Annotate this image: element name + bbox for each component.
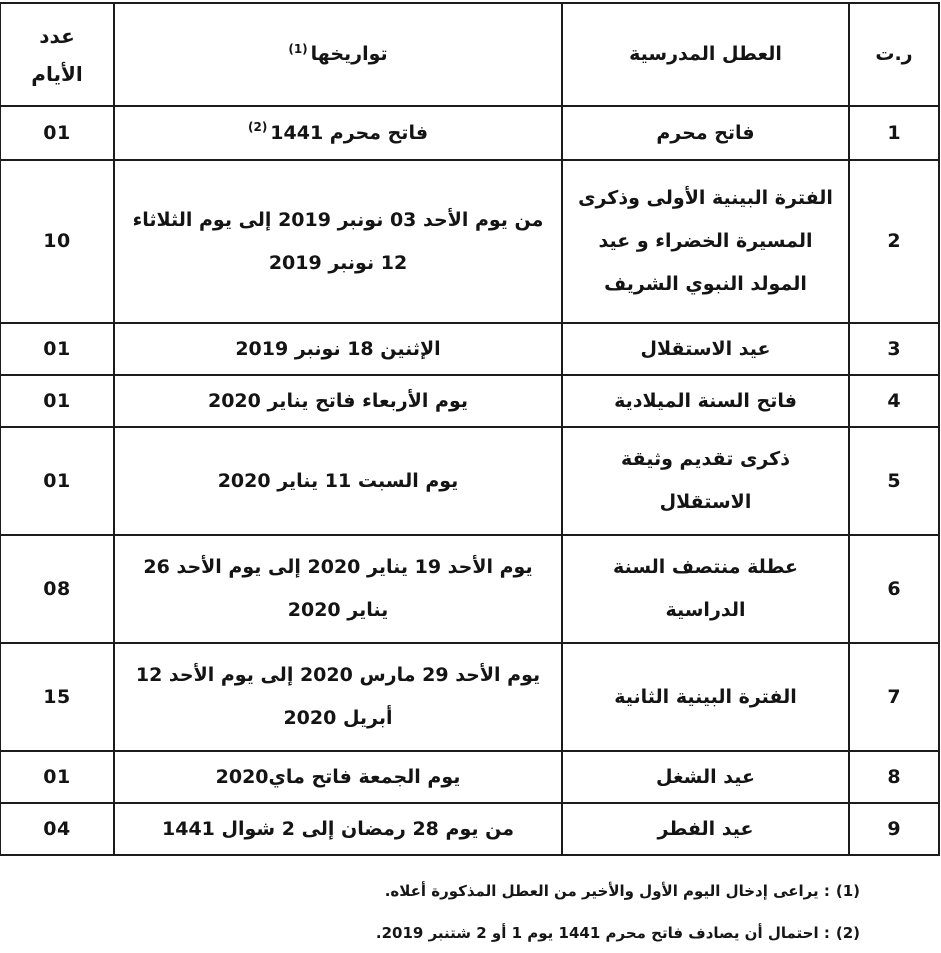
cell-holiday: عيد الشغل bbox=[562, 751, 849, 803]
cell-holiday: الفترة البينية الأولى وذكرى المسيرة الخضراء و عيد المولد النبوي الشريف bbox=[562, 160, 849, 323]
cell-index: 6 bbox=[849, 535, 939, 643]
cell-index: 1 bbox=[849, 106, 939, 160]
table-row bbox=[0, 427, 939, 535]
column-header-holiday: العطل المدرسية bbox=[562, 3, 849, 106]
cell-days: 01 bbox=[0, 375, 114, 427]
cell-index: 3 bbox=[849, 323, 939, 375]
cell-index: 8 bbox=[849, 751, 939, 803]
footnote-marker: (2) bbox=[835, 924, 860, 942]
table-row bbox=[0, 106, 939, 160]
cell-days: 01 bbox=[0, 323, 114, 375]
holidays-table bbox=[0, 2, 940, 856]
cell-dates bbox=[114, 106, 562, 160]
column-header-days bbox=[0, 3, 114, 106]
cell-index: 5 bbox=[849, 427, 939, 535]
table-row bbox=[0, 160, 939, 323]
table-row bbox=[0, 323, 939, 375]
footnote bbox=[1, 882, 940, 900]
cell-dates: يوم الأحد 29 مارس 2020 إلى يوم الأحد 12 أبريل 2020 bbox=[114, 643, 562, 751]
cell-days: 01 bbox=[0, 106, 114, 160]
table-row bbox=[0, 643, 939, 751]
column-header-dates bbox=[114, 3, 562, 106]
column-header-index: ر.ت bbox=[849, 3, 939, 106]
cell-dates: يوم الأربعاء فاتح يناير 2020 bbox=[114, 375, 562, 427]
cell-days: 08 bbox=[0, 535, 114, 643]
cell-dates: يوم السبت 11 يناير 2020 bbox=[114, 427, 562, 535]
cell-holiday: فاتح محرم bbox=[562, 106, 849, 160]
table-row bbox=[0, 375, 939, 427]
cell-index: 2 bbox=[849, 160, 939, 323]
footnotes-section bbox=[1, 882, 940, 942]
table-row bbox=[0, 803, 939, 855]
cell-dates: الإثنين 18 نونبر 2019 bbox=[114, 323, 562, 375]
cell-days: 15 bbox=[0, 643, 114, 751]
cell-index: 4 bbox=[849, 375, 939, 427]
footnote-ref-2: (2) bbox=[247, 120, 268, 135]
footnote-marker: (1) bbox=[835, 882, 860, 900]
cell-holiday: عطلة منتصف السنة الدراسية bbox=[562, 535, 849, 643]
cell-dates: من يوم الأحد 03 نونبر 2019 إلى يوم الثلاثاء 12 نونبر 2019 bbox=[114, 160, 562, 323]
cell-holiday: عيد الاستقلال bbox=[562, 323, 849, 375]
cell-dates: من يوم 28 رمضان إلى 2 شوال 1441 bbox=[114, 803, 562, 855]
cell-dates: يوم الأحد 19 يناير 2020 إلى يوم الأحد 26 يناير 2020 bbox=[114, 535, 562, 643]
cell-holiday: الفترة البينية الثانية bbox=[562, 643, 849, 751]
cell-holiday: فاتح السنة الميلادية bbox=[562, 375, 849, 427]
cell-index: 7 bbox=[849, 643, 939, 751]
cell-index: 9 bbox=[849, 803, 939, 855]
footnote-text: : احتمال أن يصادف فاتح محرم 1441 يوم 1 أو 2 شتنبر 2019. bbox=[375, 924, 830, 942]
cell-dates-text: فاتح محرم 1441 bbox=[270, 121, 429, 144]
column-header-days-line2: الأيام bbox=[31, 61, 83, 86]
footnote-text: : يراعى إدخال اليوم الأول والأخير من العطل المذكورة أعلاه. bbox=[384, 882, 830, 900]
table-row bbox=[0, 535, 939, 643]
column-header-days-line1: عدد bbox=[39, 23, 75, 48]
footnote bbox=[1, 924, 940, 942]
column-header-dates-label: تواريخها bbox=[310, 43, 388, 66]
cell-dates: يوم الجمعة فاتح ماي2020 bbox=[114, 751, 562, 803]
table-row bbox=[0, 751, 939, 803]
cell-days: 10 bbox=[0, 160, 114, 323]
cell-days: 04 bbox=[0, 803, 114, 855]
cell-days: 01 bbox=[0, 751, 114, 803]
cell-days: 01 bbox=[0, 427, 114, 535]
cell-holiday: عيد الفطر bbox=[562, 803, 849, 855]
cell-holiday: ذكرى تقديم وثيقة الاستقلال bbox=[562, 427, 849, 535]
header-row bbox=[0, 3, 939, 106]
footnote-ref-1: (1) bbox=[288, 41, 308, 56]
